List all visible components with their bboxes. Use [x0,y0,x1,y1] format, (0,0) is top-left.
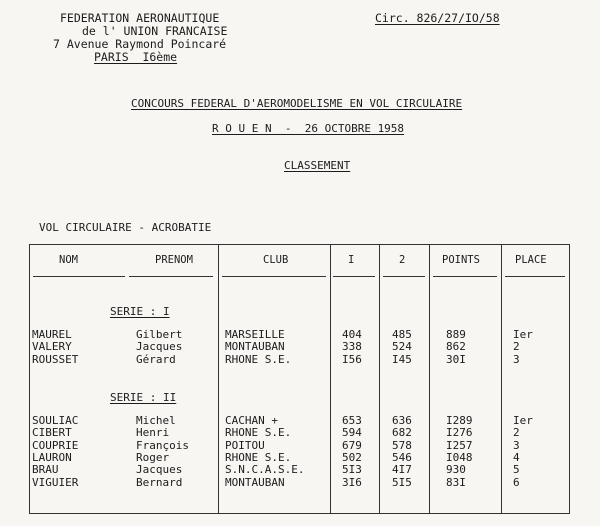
col-header-points: POINTS [442,254,480,266]
cell-place: 2 [513,340,520,354]
cell-club: RHONE S.E. [225,426,292,440]
cell-place: 5 [513,463,520,477]
col-header-round-1: I [348,254,355,266]
cell-place: 3 [513,438,520,452]
cell-prenom: Bernard [136,475,183,489]
cell-r2: 5I5 [392,475,412,489]
cell-r2: 485 [392,328,412,341]
col-header-place: PLACE [515,254,547,266]
cell-r1: 653 [342,414,362,427]
cell-r1: 5I3 [342,463,362,477]
serie-label: SERIE : I [110,305,170,318]
cell-place: 3 [513,352,520,366]
col-divider [218,244,219,514]
col-divider [501,244,502,514]
serie-label: SERIE : II [110,391,177,404]
cell-r2: 578 [392,438,412,452]
col-divider [29,244,30,514]
cell-nom: CIBERT [32,426,72,440]
cell-nom: SOULIAC [32,414,79,427]
header-rule [433,276,497,277]
cell-r2: 636 [392,414,412,427]
cell-nom: ROUSSET [32,352,79,366]
cell-club: MONTAUBAN [225,340,285,354]
cell-r2: 4I7 [392,463,412,477]
classement-heading: CLASSEMENT [284,159,351,172]
cell-club: S.N.C.A.S.E. [225,463,305,477]
cell-club: RHONE S.E. [225,352,292,366]
header-rule [505,276,565,277]
cell-nom: COUPRIE [32,438,79,452]
cell-club: MARSEILLE [225,328,285,341]
cell-place: Ier [513,328,533,341]
col-header-round-2: 2 [399,254,406,266]
section-label: VOL CIRCULAIRE - ACROBATIE [39,221,212,234]
header-rule [222,276,326,277]
cell-place: Ier [513,414,533,427]
col-header-prenom: PRENOM [155,254,193,266]
cell-r2: 682 [392,426,412,440]
org-line-2: de l' UNION FRANCAISE [82,24,228,38]
cell-place: 2 [513,426,520,440]
place-date: R O U E N - 26 OCTOBRE 1958 [212,122,405,135]
circular-reference: Circ. 826/27/IO/58 [375,11,500,25]
cell-r1: 3I6 [342,475,362,489]
cell-nom: LAURON [32,450,72,464]
cell-nom: BRAU [32,463,59,477]
cell-points: I257 [446,438,473,452]
cell-club: RHONE S.E. [225,450,292,464]
cell-r1: 404 [342,328,362,341]
org-line-3: 7 Avenue Raymond Poincaré [53,37,227,51]
cell-points: 930 [446,463,466,477]
cell-nom: VIGUIER [32,475,79,489]
cell-r1: 679 [342,438,362,452]
col-header-club: CLUB [263,254,289,266]
cell-points: 862 [446,340,466,354]
cell-nom: VALERY [32,340,72,354]
col-divider [379,244,380,514]
cell-points: I048 [446,450,473,464]
header-rule [33,276,125,277]
cell-prenom: Michel [136,414,176,427]
cell-points: I289 [446,414,473,427]
col-divider [429,244,430,514]
results-table [29,244,570,514]
cell-nom: MAUREL [32,328,72,341]
table-top-border [29,244,570,245]
table-bottom-border [29,513,570,514]
col-divider [569,244,570,514]
cell-club: CACHAN + [225,414,278,427]
cell-points: I276 [446,426,473,440]
cell-club: POITOU [225,438,265,452]
org-line-4: PARIS I6ème [94,50,178,64]
cell-r2: 524 [392,340,412,354]
cell-r1: I56 [342,352,362,366]
cell-prenom: Gilbert [136,328,183,341]
header-rule [129,276,213,277]
cell-r2: I45 [392,352,412,366]
col-divider [330,244,331,514]
cell-r2: 546 [392,450,412,464]
header-rule [333,276,375,277]
cell-prenom: Jacques [136,463,183,477]
cell-place: 4 [513,450,520,464]
cell-prenom: Gérard [136,352,176,366]
cell-r1: 338 [342,340,362,354]
cell-prenom: François [136,438,189,452]
cell-prenom: Roger [136,450,170,464]
cell-place: 6 [513,475,520,489]
cell-prenom: Jacques [136,340,183,354]
cell-r1: 502 [342,450,362,464]
cell-points: 30I [446,352,466,366]
cell-prenom: Henri [136,426,170,440]
cell-points: 889 [446,328,466,341]
cell-club: MONTAUBAN [225,475,285,489]
col-header-nom: NOM [59,254,78,266]
cell-points: 83I [446,475,466,489]
event-title: CONCOURS FEDERAL D'AEROMODELISME EN VOL CIRCULAIRE [131,97,463,110]
cell-r1: 594 [342,426,362,440]
header-rule [383,276,425,277]
org-line-1: FEDERATION AERONAUTIQUE [60,11,220,25]
